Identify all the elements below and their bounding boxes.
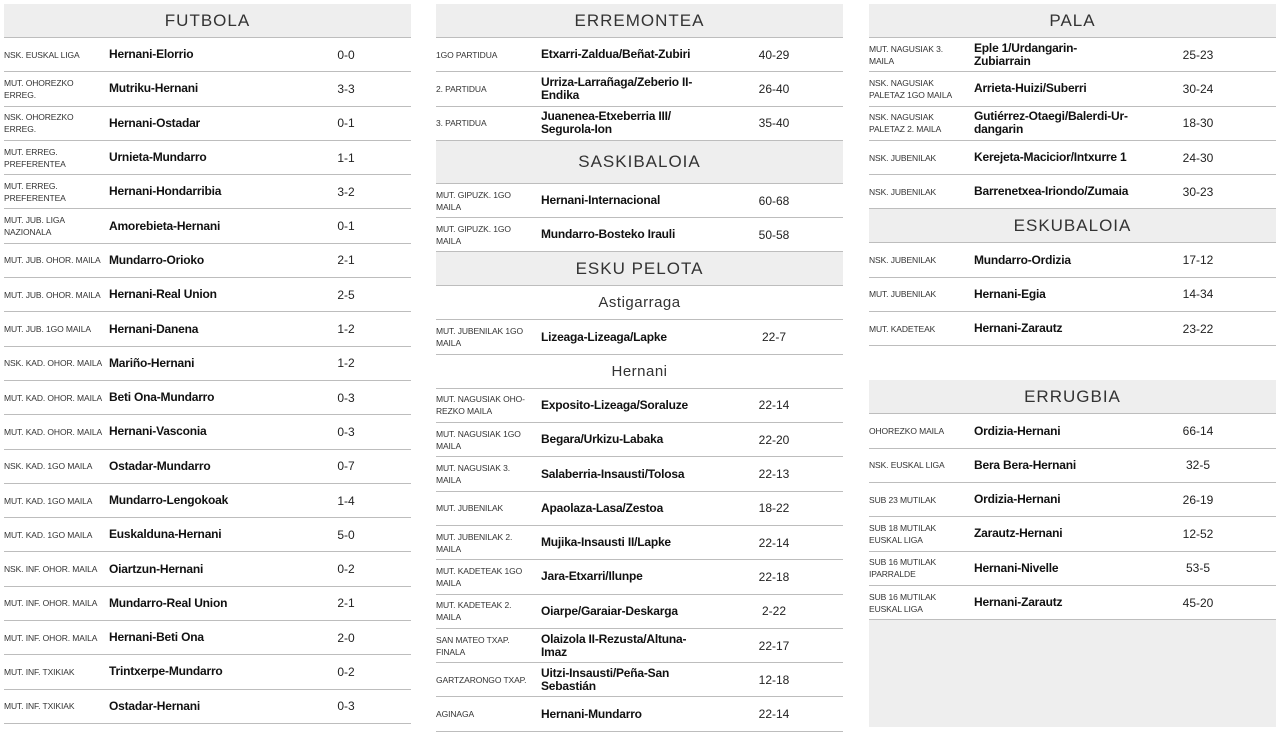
erremontea-header: ERREMONTEA — [436, 4, 843, 38]
match-score: 0-1 — [337, 219, 355, 234]
result-row — [4, 141, 411, 175]
result-row — [869, 175, 1276, 209]
match-teams: Etxarri-Zaldua/Beñat-Zubiri — [541, 47, 691, 62]
result-row — [4, 450, 411, 484]
match-teams: Hernani-Real Union — [109, 287, 217, 302]
match-score: 50-58 — [758, 227, 790, 242]
result-row — [4, 107, 411, 141]
match-teams: Kerejeta-Macicior/Intxurre 1 — [974, 150, 1127, 165]
result-row — [4, 209, 411, 243]
result-row — [869, 517, 1276, 551]
match-teams: Begara/Urkizu-Labaka — [541, 432, 664, 447]
result-row — [869, 586, 1276, 620]
match-teams: Ordizia-Hernani — [974, 423, 1061, 438]
pala-results — [869, 38, 1276, 209]
match-score: 0-2 — [337, 664, 355, 679]
match-score: 23-22 — [1182, 321, 1214, 336]
match-score: 22-14 — [758, 707, 790, 722]
category-label: MUT. JUB. LIGA NAZIONALA — [4, 215, 65, 238]
category-label: SUB 18 MUTILAK EUSKAL LIGA — [869, 522, 937, 545]
match-teams: Jara-Etxarri/Ilunpe — [541, 569, 643, 584]
match-score: 26-40 — [758, 81, 790, 96]
category-label: NSK. NAGUSIAK PALETAZ 1GO MAILA — [869, 77, 953, 100]
category-label: MUT. JUBENILAK — [869, 289, 937, 300]
category-label: NSK. KAD. OHOR. MAILA — [4, 358, 103, 369]
match-teams: Ordizia-Hernani — [974, 492, 1061, 507]
match-teams: Bera Bera-Hernani — [974, 457, 1076, 472]
match-teams: Mundarro-Lengokoak — [109, 493, 229, 507]
category-label: MUT. NAGUSIAK 3. MAILA — [869, 43, 943, 66]
category-label: MUT. ERREG. PREFERENTEA — [4, 146, 66, 169]
match-teams: Hernani-Zarautz — [974, 595, 1063, 609]
match-teams: Hernani-Vasconia — [109, 424, 207, 439]
result-row — [869, 107, 1276, 141]
result-row — [436, 663, 843, 697]
result-row — [869, 243, 1276, 277]
section-spacer — [869, 346, 1276, 380]
category-label: NSK. NAGUSIAK PALETAZ 2. MAILA — [869, 112, 942, 135]
category-label: MUT. JUB. 1GO MAILA — [4, 324, 91, 335]
category-label: MUT. OHOREZKO ERREG. — [4, 77, 74, 100]
match-score: 3-3 — [337, 81, 355, 96]
match-score: 30-23 — [1182, 184, 1214, 199]
match-teams: Mundarro-Bosteko Irauli — [541, 227, 676, 242]
result-row — [869, 483, 1276, 517]
match-score: 1-4 — [337, 493, 355, 508]
match-score: 66-14 — [1182, 424, 1214, 439]
result-row — [436, 38, 843, 72]
category-label: MUT. INF. TXIKIAK — [4, 701, 75, 712]
match-teams: Euskalduna-Hernani — [109, 527, 222, 542]
match-teams: Mundarro-Ordizia — [974, 252, 1071, 267]
match-score: 2-5 — [337, 287, 355, 302]
match-score: 0-2 — [337, 562, 355, 577]
match-teams: Apaolaza-Lasa/Zestoa — [541, 500, 664, 515]
match-score: 2-0 — [337, 630, 355, 645]
result-row — [436, 389, 843, 423]
category-label: NSK. JUBENILAK — [869, 152, 937, 163]
match-teams: Hernani-Beti Ona — [109, 630, 204, 645]
category-label: NSK. JUBENILAK — [869, 186, 937, 197]
match-teams: Hernani-Ostadar — [109, 115, 201, 130]
match-score: 22-14 — [758, 398, 790, 413]
category-label: 1GO PARTIDUA — [436, 49, 498, 60]
result-row — [436, 697, 843, 731]
match-teams: Hernani-Elorrio — [109, 47, 194, 62]
match-score: 22-18 — [758, 569, 790, 584]
match-score: 0-3 — [337, 424, 355, 439]
category-label: SUB 16 MUTILAK IPARRALDE — [869, 557, 937, 580]
category-label: MUT. JUBENILAK 1GO MAILA — [436, 326, 523, 349]
category-label: 2. PARTIDUA — [436, 83, 487, 94]
result-row — [436, 218, 843, 252]
match-teams: Mundarro-Real Union — [109, 595, 228, 610]
match-teams: Ostadar-Mundarro — [109, 458, 211, 473]
match-teams: Hernani-Mundarro — [541, 706, 642, 721]
match-teams: Lizeaga-Lizeaga/Lapke — [541, 329, 667, 344]
result-row — [436, 629, 843, 663]
match-teams: Hernani-Internacional — [541, 193, 661, 208]
result-row — [4, 244, 411, 278]
category-label: SUB 23 MUTILAK — [869, 494, 937, 505]
match-score: 5-0 — [337, 527, 355, 542]
result-row — [4, 415, 411, 449]
result-row — [4, 347, 411, 381]
result-row — [4, 690, 411, 724]
category-label: MUT. KAD. 1GO MAILA — [4, 529, 93, 540]
match-score: 60-68 — [758, 193, 790, 208]
match-teams: Amorebieta-Hernani — [109, 218, 221, 233]
category-label: MUT. GIPUZK. 1GO MAILA — [436, 189, 511, 212]
category-label: MUT. JUBENILAK — [436, 503, 504, 514]
hernani-subheader: Hernani — [436, 355, 843, 389]
match-teams: Gutiérrez-Otaegi/Balerdi-Ur-dangarin — [974, 109, 1128, 137]
result-row — [4, 587, 411, 621]
result-row — [869, 414, 1276, 448]
result-row — [436, 595, 843, 629]
category-label: MUT. KAD. 1GO MAILA — [4, 495, 93, 506]
category-label: MUT. GIPUZK. 1GO MAILA — [436, 223, 511, 246]
result-row — [436, 184, 843, 218]
astigarraga-subheader: Astigarraga — [436, 286, 843, 320]
match-score: 22-17 — [758, 638, 790, 653]
result-row — [869, 278, 1276, 312]
match-teams: Zarautz-Hernani — [974, 526, 1063, 541]
match-score: 45-20 — [1182, 595, 1214, 610]
match-teams: Urriza-Larrañaga/Zeberio II-Endika — [541, 74, 693, 102]
category-label: MUT. KADETEAK 1GO MAILA — [436, 565, 523, 588]
result-row — [436, 72, 843, 106]
match-teams: Uitzi-Insausti/Peña-San Sebastián — [541, 665, 670, 693]
category-label: MUT. NAGUSIAK 1GO MAILA — [436, 428, 521, 451]
match-score: 30-24 — [1182, 81, 1214, 96]
match-teams: Ostadar-Hernani — [109, 698, 201, 713]
match-score: 0-0 — [337, 47, 355, 62]
match-teams: Salaberria-Insausti/Tolosa — [541, 466, 685, 481]
match-score: 17-12 — [1182, 253, 1214, 268]
category-label: OHOREZKO MAILA — [869, 426, 945, 437]
result-row — [869, 72, 1276, 106]
category-label: NSK. EUSKAL LIGA — [869, 460, 945, 471]
middle-column — [436, 4, 843, 732]
category-label: MUT. KAD. OHOR. MAILA — [4, 426, 103, 437]
match-teams: Mariño-Hernani — [109, 355, 195, 370]
match-teams: Barrenetxea-Iriondo/Zumaia — [974, 184, 1129, 199]
match-teams: Beti Ona-Mundarro — [109, 390, 215, 405]
category-label: GARTZARONGO TXAP. — [436, 674, 527, 685]
result-row — [436, 107, 843, 141]
match-score: 0-3 — [337, 390, 355, 405]
match-score: 22-14 — [758, 535, 790, 550]
match-score: 18-22 — [758, 501, 790, 516]
result-row — [869, 38, 1276, 72]
result-row — [436, 320, 843, 354]
result-row — [4, 484, 411, 518]
match-teams: Olaizola II-Rezusta/Altuna-Imaz — [541, 631, 687, 659]
category-label: NSK. JUBENILAK — [869, 255, 937, 266]
eskubaloia-header: ESKUBALOIA — [869, 209, 1276, 243]
match-score: 1-2 — [337, 322, 355, 337]
result-row — [4, 552, 411, 586]
match-score: 22-20 — [758, 432, 790, 447]
category-label: MUT. KADETEAK 2. MAILA — [436, 600, 512, 623]
result-row — [4, 72, 411, 106]
result-row — [4, 278, 411, 312]
result-row — [4, 312, 411, 346]
esku-pelota-header: ESKU PELOTA — [436, 252, 843, 286]
match-score: 2-22 — [761, 604, 787, 619]
match-score: 14-34 — [1182, 287, 1214, 302]
category-label: NSK. KAD. 1GO MAILA — [4, 461, 93, 472]
category-label: MUT. JUBENILAK 2. MAILA — [436, 531, 513, 554]
match-score: 53-5 — [1185, 561, 1211, 576]
result-row — [4, 175, 411, 209]
hernani-results — [436, 389, 843, 732]
match-score: 3-2 — [337, 184, 355, 199]
match-score: 35-40 — [758, 116, 790, 131]
empty-panel — [869, 620, 1276, 727]
match-teams: Arrieta-Huizi/Suberri — [974, 81, 1087, 96]
futbola-column — [4, 4, 411, 724]
futbola-header: FUTBOLA — [4, 4, 411, 38]
category-label: MUT. KADETEAK — [869, 323, 936, 334]
match-teams: Mutriku-Hernani — [109, 81, 199, 96]
match-teams: Mundarro-Orioko — [109, 252, 204, 267]
match-score: 0-7 — [337, 459, 355, 474]
result-row — [869, 141, 1276, 175]
result-row — [436, 492, 843, 526]
match-score: 12-18 — [758, 672, 790, 687]
result-row — [436, 423, 843, 457]
match-score: 24-30 — [1182, 150, 1214, 165]
category-label: MUT. INF. TXIKIAK — [4, 666, 75, 677]
match-teams: Hernani-Hondarribia — [109, 184, 222, 199]
category-label: MUT. JUB. OHOR. MAILA — [4, 289, 101, 300]
result-row — [436, 526, 843, 560]
match-score: 25-23 — [1182, 47, 1214, 62]
futbola-results — [4, 38, 411, 724]
match-score: 40-29 — [758, 47, 790, 62]
match-teams: Mujika-Insausti II/Lapke — [541, 535, 671, 550]
match-teams: Eple 1/Urdangarin-Zubiarrain — [974, 40, 1078, 68]
match-score: 12-52 — [1182, 526, 1214, 541]
category-label: MUT. ERREG. PREFERENTEA — [4, 180, 66, 203]
category-label: MUT. KAD. OHOR. MAILA — [4, 392, 103, 403]
result-row — [4, 381, 411, 415]
category-label: SUB 16 MUTILAK EUSKAL LIGA — [869, 591, 937, 614]
category-label: MUT. NAGUSIAK 3. MAILA — [436, 463, 510, 486]
result-row — [436, 457, 843, 491]
errugbia-header: ERRUGBIA — [869, 380, 1276, 414]
match-score: 1-2 — [337, 356, 355, 371]
right-column — [869, 4, 1276, 727]
match-score: 2-1 — [337, 596, 355, 611]
match-teams: Hernani-Danena — [109, 321, 199, 336]
match-score: 0-3 — [337, 699, 355, 714]
category-label: NSK. EUSKAL LIGA — [4, 49, 80, 60]
match-teams: Hernani-Zarautz — [974, 321, 1063, 336]
match-score: 0-1 — [337, 116, 355, 131]
result-row — [436, 560, 843, 594]
category-label: NSK. INF. OHOR. MAILA — [4, 564, 98, 575]
match-score: 1-1 — [337, 150, 355, 165]
astigarraga-results — [436, 320, 843, 354]
eskubaloia-results — [869, 243, 1276, 346]
category-label: 3. PARTIDUA — [436, 118, 487, 129]
match-teams: Oiarpe/Garaiar-Deskarga — [541, 603, 678, 618]
match-score: 22-13 — [758, 467, 790, 482]
result-row — [869, 449, 1276, 483]
result-row — [4, 38, 411, 72]
match-score: 22-7 — [761, 330, 787, 345]
result-row — [4, 655, 411, 689]
result-row — [869, 552, 1276, 586]
match-teams: Trintxerpe-Mundarro — [109, 664, 223, 679]
erremontea-results — [436, 38, 843, 141]
match-score: 26-19 — [1182, 492, 1214, 507]
match-score: 2-1 — [337, 253, 355, 268]
result-row — [4, 518, 411, 552]
category-label: AGINAGA — [436, 709, 475, 720]
match-teams: Juanenea-Etxeberria III/ Segurola-Ion — [541, 109, 671, 137]
match-teams: Urnieta-Mundarro — [109, 150, 207, 165]
category-label: MUT. INF. OHOR. MAILA — [4, 598, 98, 609]
errugbia-results — [869, 414, 1276, 620]
match-teams: Oiartzun-Hernani — [109, 561, 204, 576]
match-teams: Hernani-Nivelle — [974, 560, 1059, 575]
category-label: MUT. INF. OHOR. MAILA — [4, 632, 98, 643]
saskibaloia-results — [436, 184, 843, 253]
match-teams: Hernani-Egia — [974, 286, 1046, 301]
match-score: 32-5 — [1185, 458, 1211, 473]
match-score: 18-30 — [1182, 116, 1214, 131]
category-label: SAN MATEO TXAP. FINALA — [436, 634, 510, 657]
result-row — [4, 621, 411, 655]
saskibaloia-header: SASKIBALOIA — [436, 141, 843, 184]
category-label: MUT. NAGUSIAK OHO-REZKO MAILA — [436, 394, 525, 417]
category-label: MUT. JUB. OHOR. MAILA — [4, 255, 101, 266]
pala-header: PALA — [869, 4, 1276, 38]
result-row — [869, 312, 1276, 346]
match-teams: Exposito-Lizeaga/Soraluze — [541, 397, 689, 412]
category-label: NSK. OHOREZKO ERREG. — [4, 112, 74, 135]
